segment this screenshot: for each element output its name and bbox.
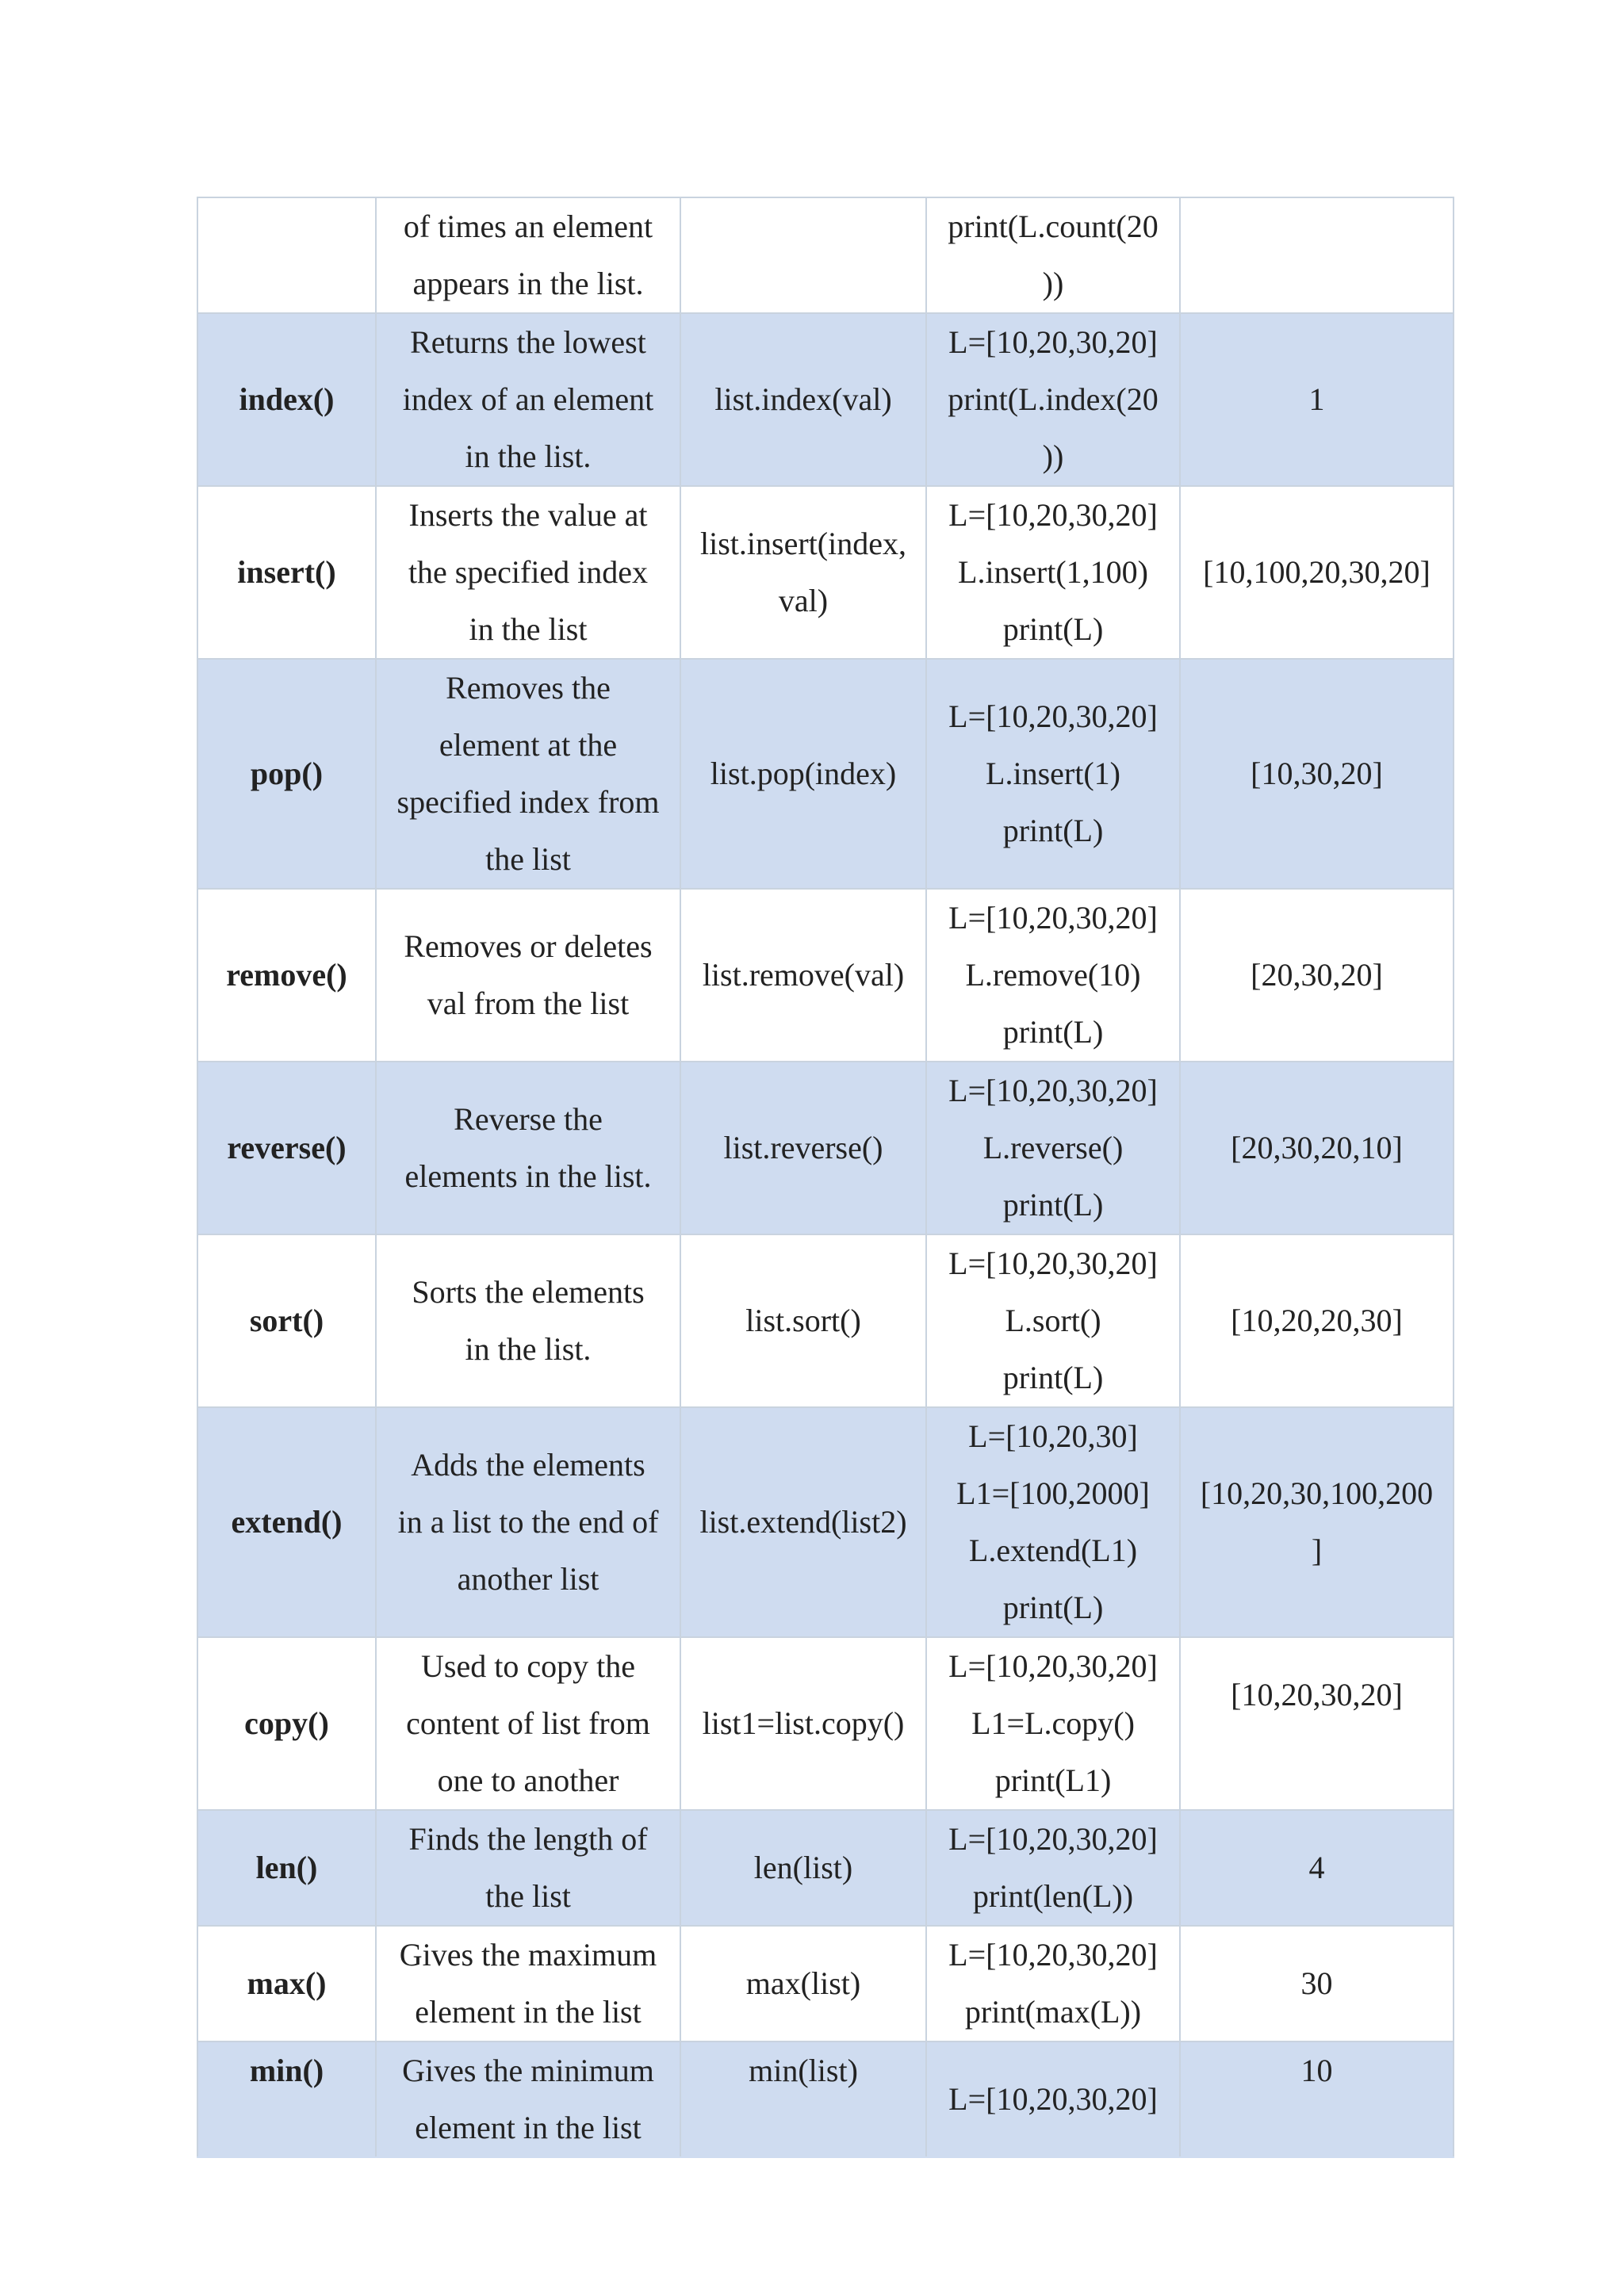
cell-line: of times an element [403,209,653,244]
function-name-cell [197,2042,376,2157]
cell-line: insert() [237,554,336,590]
cell-line: min(list) [749,2053,858,2088]
cell-line: the list [485,841,571,877]
cell-line: print(len(L)) [972,1878,1134,1914]
table-row [197,197,1454,313]
syntax-cell [680,313,926,486]
cell-line: L=[10,20,30,20] [948,497,1158,533]
function-name-cell [197,1926,376,2042]
example-cell [926,1234,1180,1407]
example-cell [926,1407,1180,1637]
output-cell [1180,1407,1454,1637]
example-cell [926,889,1180,1062]
cell-line: extend() [231,1504,343,1540]
cell-line: element at the [439,727,618,763]
cell-line: in the list. [465,1331,592,1367]
cell-line: val from the list [427,985,630,1021]
cell-line: 10 [1300,2053,1333,2088]
cell-line: Gives the maximum [399,1937,657,1973]
cell-line: val) [778,583,829,618]
cell-line: appears in the list. [412,266,644,301]
cell-line: 1 [1308,381,1325,417]
cell-line: len() [255,1850,318,1885]
cell-line: pop() [250,756,324,791]
cell-line: reverse() [227,1130,347,1165]
description-cell [376,197,680,313]
cell-line: [10,20,30,100,200 [1200,1475,1434,1511]
example-cell [926,659,1180,889]
cell-line: another list [457,1561,599,1597]
description-cell [376,1810,680,1926]
cell-line: list1=list.copy() [702,1705,905,1741]
output-cell [1180,486,1454,659]
cell-line: )) [1042,438,1064,474]
cell-line: L=[10,20,30,20] [948,1073,1158,1108]
cell-line: list.extend(list2) [699,1504,907,1540]
cell-line: [10,100,20,30,20] [1203,554,1431,590]
cell-line: print(L) [1002,813,1104,848]
function-name-cell [197,1407,376,1637]
syntax-cell [680,1407,926,1637]
example-cell [926,1810,1180,1926]
syntax-cell [680,1926,926,2042]
table-row [197,1234,1454,1407]
cell-line: list.reverse() [723,1130,883,1165]
cell-line: L1=L.copy() [971,1705,1135,1741]
cell-line: print(L) [1002,1360,1104,1395]
cell-line: L=[10,20,30,20] [948,1821,1158,1857]
output-cell [1180,1234,1454,1407]
cell-line: in a list to the end of [397,1504,659,1540]
cell-line: L=[10,20,30,20] [948,900,1158,936]
function-name-cell [197,659,376,889]
description-cell [376,313,680,486]
function-name-cell [197,313,376,486]
cell-line: print(max(L)) [964,1994,1142,2030]
cell-line: L1=[100,2000] [956,1475,1150,1511]
output-cell [1180,659,1454,889]
output-cell [1180,889,1454,1062]
syntax-cell [680,889,926,1062]
cell-line: L=[10,20,30,20] [948,698,1158,734]
output-cell [1180,2042,1454,2157]
cell-line: list.sort() [745,1303,861,1338]
cell-line: len(list) [753,1850,853,1885]
cell-line: the list [485,1878,571,1914]
cell-line: L=[10,20,30,20] [948,2081,1158,2117]
table-row [197,1810,1454,1926]
cell-line: elements in the list. [404,1158,652,1194]
cell-line: print(L.index(20 [948,381,1159,417]
cell-line: Finds the length of [408,1821,648,1857]
function-name-cell [197,1234,376,1407]
cell-line: list.index(val) [714,381,892,417]
syntax-cell [680,2042,926,2157]
cell-line: element in the list [415,1994,642,2030]
syntax-cell [680,659,926,889]
example-cell [926,2042,1180,2157]
cell-line: print(L) [1002,1187,1104,1223]
function-name-cell [197,1062,376,1234]
description-cell [376,1926,680,2042]
syntax-cell [680,1234,926,1407]
cell-line: [20,30,20,10] [1231,1130,1403,1165]
example-cell [926,313,1180,486]
cell-line: 30 [1300,1965,1333,2001]
cell-line: specified index from [396,784,660,820]
example-cell [926,1062,1180,1234]
function-name-cell [197,197,376,313]
table-row [197,313,1454,486]
cell-line: Returns the lowest [410,324,646,360]
output-cell [1180,1062,1454,1234]
cell-line: [10,30,20] [1251,756,1383,791]
list-methods-table [197,197,1454,2158]
cell-line: Gives the minimum [402,2053,654,2088]
cell-line: [10,20,20,30] [1231,1303,1403,1338]
example-cell [926,197,1180,313]
cell-line: L=[10,20,30,20] [948,1648,1158,1684]
cell-line: [20,30,20] [1251,957,1383,993]
description-cell [376,2042,680,2157]
cell-line: max() [247,1965,327,2001]
cell-line [1189,1724,1445,1781]
cell-line: print(L) [1002,611,1104,647]
cell-line: print(L) [1002,1590,1104,1625]
table-row [197,1637,1454,1810]
cell-line: one to another [437,1762,619,1798]
cell-line: list.insert(index, [700,526,906,561]
output-cell [1180,313,1454,486]
cell-line: L.extend(L1) [968,1533,1138,1568]
description-cell [376,1234,680,1407]
cell-line: print(L) [1002,1014,1104,1050]
cell-line: Removes the [446,670,611,706]
cell-line: content of list from [406,1705,650,1741]
cell-line: sort() [249,1303,324,1338]
example-cell [926,1926,1180,2042]
cell-line: the specified index [408,554,649,590]
table-row [197,1926,1454,2042]
output-cell [1180,1810,1454,1926]
cell-line: print(L1) [994,1762,1112,1798]
table-row [197,889,1454,1062]
cell-line: L=[10,20,30,20] [948,1246,1158,1281]
syntax-cell [680,197,926,313]
cell-line: L.remove(10) [965,957,1141,993]
syntax-cell [680,1637,926,1810]
cell-line: Inserts the value at [408,497,648,533]
table-row [197,659,1454,889]
function-name-cell [197,1637,376,1810]
table-row [197,486,1454,659]
description-cell [376,659,680,889]
cell-line: [10,20,30,20] [1231,1677,1403,1712]
cell-line: L=[10,20,30,20] [948,324,1158,360]
cell-line: max(list) [745,1965,861,2001]
syntax-cell [680,1062,926,1234]
example-cell [926,1637,1180,1810]
cell-line: )) [1042,266,1064,301]
function-name-cell [197,1810,376,1926]
cell-line: copy() [244,1705,329,1741]
description-cell [376,1637,680,1810]
cell-line: Adds the elements [411,1447,645,1483]
function-name-cell [197,486,376,659]
cell-line: list.remove(val) [702,957,905,993]
output-cell [1180,1637,1454,1810]
description-cell [376,486,680,659]
cell-line: L.insert(1) [986,756,1120,791]
cell-line: list.pop(index) [710,756,897,791]
cell-line: in the list [469,611,588,647]
output-cell [1180,1926,1454,2042]
cell-line: L=[10,20,30,20] [948,1937,1158,1973]
description-cell [376,1407,680,1637]
cell-line: Sorts the elements [412,1274,645,1310]
cell-line: min() [249,2053,324,2088]
cell-line: Removes or deletes [404,928,653,964]
table-body [197,197,1454,2157]
syntax-cell [680,1810,926,1926]
function-name-cell [197,889,376,1062]
cell-line: element in the list [415,2110,642,2145]
table-row [197,2042,1454,2157]
cell-line: L.insert(1,100) [958,554,1148,590]
description-cell [376,889,680,1062]
cell-line: remove() [226,957,347,993]
cell-line: L.sort() [1005,1303,1101,1338]
cell-line: ] [1311,1533,1323,1568]
syntax-cell [680,486,926,659]
cell-line: L=[10,20,30] [968,1418,1138,1454]
cell-line: 4 [1308,1850,1325,1885]
description-cell [376,1062,680,1234]
cell-line: L.reverse() [982,1130,1124,1165]
cell-line: index() [239,381,335,417]
cell-line: index of an element [402,381,654,417]
cell-line: print(L.count(20 [948,209,1159,244]
cell-line: Used to copy the [421,1648,635,1684]
cell-line: in the list. [465,438,592,474]
cell-line: Reverse the [454,1101,603,1137]
table-row [197,1407,1454,1637]
example-cell [926,486,1180,659]
output-cell [1180,197,1454,313]
table-row [197,1062,1454,1234]
